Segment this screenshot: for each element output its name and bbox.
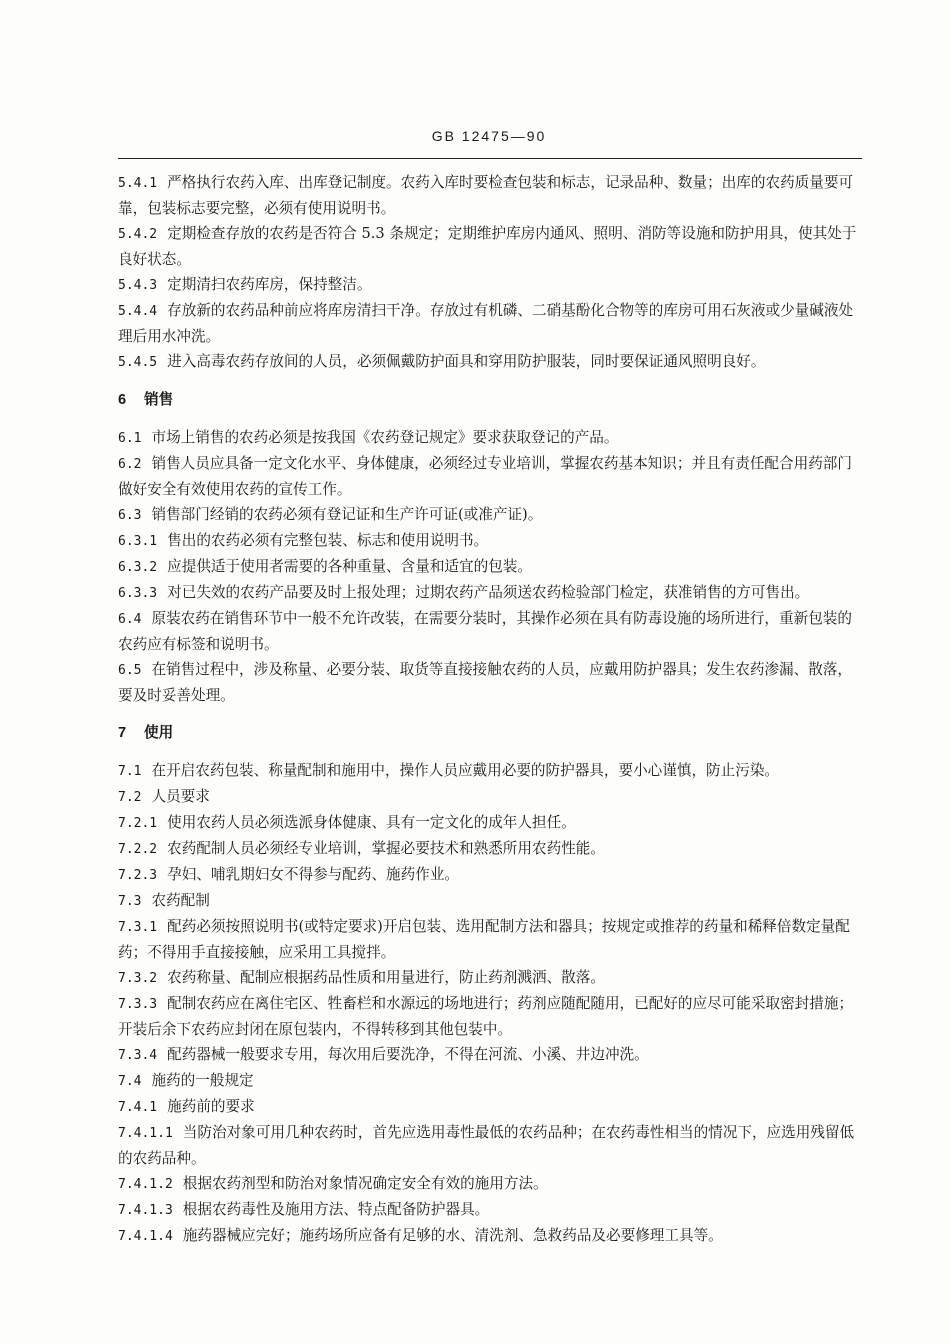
clause-paragraph	[118, 758, 864, 784]
clause-paragraph	[118, 862, 864, 888]
clause-number: 6.3.2	[118, 560, 158, 575]
clause-number: 7.3.4	[118, 1048, 158, 1063]
clause-paragraph	[118, 657, 864, 708]
section-heading	[118, 720, 864, 746]
clause-paragraph	[118, 784, 864, 810]
clause-text: 在销售过程中，涉及称量、必要分装、取货等直接接触农药的人员，应戴用防护器具；发生农药渗漏、散落，要及时妥善处理。	[118, 661, 852, 704]
clause-number: 6.3.1	[118, 534, 158, 549]
clause-number: 5.4.2	[118, 227, 158, 242]
clause-number: 7.4	[118, 1074, 142, 1089]
clause-text: 在开启农药包装、称量配制和施用中，操作人员应戴用必要的防护器具，要小心谨慎，防止污染。	[151, 762, 780, 779]
clause-text: 定期清扫农药库房，保持整洁。	[167, 276, 372, 293]
clause-number: 7.3.1	[118, 920, 158, 935]
clause-paragraph	[118, 1197, 864, 1223]
clause-paragraph	[118, 606, 864, 657]
clause-paragraph	[118, 1068, 864, 1094]
clause-text: 严格执行农药入库、出库登记制度。农药入库时要检查包装和标志，记录品种、数量；出库的农药质量要可靠，包装标志要完整，必须有使用说明书。	[118, 174, 854, 217]
header-rule	[118, 158, 862, 159]
clause-number: 7.4.1.4	[118, 1229, 173, 1244]
clause-text: 当防治对象可用几种农药时，首先应选用毒性最低的农药品种；在农药毒性相当的情况下，应选用残留低的农药品种。	[118, 1124, 855, 1167]
clause-text: 市场上销售的农药必须是按我国《农药登记规定》要求获取登记的产品。	[151, 429, 619, 446]
clause-number: 7.1	[118, 764, 142, 779]
clause-text: 施药前的要求	[167, 1098, 255, 1115]
clause-paragraph	[118, 554, 864, 580]
clause-text: 存放新的农药品种前应将库房清扫干净。存放过有机磷、二硝基酚化合物等的库房可用石灰液或少量碱液处理后用水冲洗。	[118, 302, 854, 345]
clause-paragraph	[118, 810, 864, 836]
clause-text: 销售人员应具备一定文化水平、身体健康，必须经过专业培训，掌握农药基本知识；并且有责任配合用药部门做好安全有效使用农药的宣传工作。	[118, 455, 852, 498]
clause-text: 销售部门经销的农药必须有登记证和生产许可证(或准产证)。	[151, 506, 543, 523]
clause-text: 人员要求	[151, 788, 210, 805]
clause-number: 6.5	[118, 663, 142, 678]
clause-text: 对已失效的农药产品要及时上报处理；过期农药产品须送农药检验部门检定，获准销售的方可售出。	[167, 584, 810, 601]
clause-text: 应提供适于使用者需要的各种重量、含量和适宜的包装。	[167, 558, 532, 575]
clause-paragraph	[118, 914, 864, 965]
clause-number: 5.4.3	[118, 278, 158, 293]
clause-text: 施药的一般规定	[151, 1072, 254, 1089]
clause-text: 配药必须按照说明书(或特定要求)开启包装、选用配制方法和器具；按规定或推荐的药量和稀释倍数定量配药；不得用手直接接触，应采用工具搅拌。	[118, 918, 850, 961]
clause-text: 配药器械一般要求专用，每次用后要洗净，不得在河流、小溪、井边冲洗。	[167, 1046, 649, 1063]
clause-paragraph	[118, 1223, 864, 1249]
clause-text: 定期检查存放的农药是否符合 5.3 条规定；定期维护库房内通风、照明、消防等设施和防护用具，使其处于良好状态。	[118, 225, 857, 268]
clause-number: 5.4.5	[118, 355, 158, 370]
clause-paragraph	[118, 451, 864, 502]
clause-text: 售出的农药必须有完整包装、标志和使用说明书。	[167, 532, 489, 549]
clause-paragraph	[118, 965, 864, 991]
clause-text: 原装农药在销售环节中一般不允许改装，在需要分装时，其操作必须在具有防毒设施的场所进行，重新包装的农药应有标签和说明书。	[118, 610, 852, 653]
clause-number: 7	[118, 725, 127, 741]
clause-text: 农药配制	[151, 892, 210, 909]
clause-number: 6.3.3	[118, 586, 158, 601]
clause-number: 7.2.2	[118, 842, 158, 857]
clause-paragraph	[118, 298, 864, 349]
clause-number: 6.3	[118, 508, 142, 523]
clause-paragraph	[118, 272, 864, 298]
section-heading	[118, 387, 864, 413]
clause-number: 6.2	[118, 457, 142, 472]
clause-number: 6	[118, 392, 127, 408]
clause-number: 7.3.3	[118, 997, 158, 1012]
clause-number: 7.3.2	[118, 971, 158, 986]
clause-number: 7.4.1.2	[118, 1177, 173, 1192]
clause-text: 根据农药剂型和防治对象情况确定安全有效的施用方法。	[182, 1175, 548, 1192]
clause-paragraph	[118, 1094, 864, 1120]
clause-paragraph	[118, 528, 864, 554]
clause-text: 孕妇、哺乳期妇女不得参与配药、施药作业。	[167, 866, 460, 883]
clause-paragraph	[118, 888, 864, 914]
clause-paragraph	[118, 1120, 864, 1171]
clause-number: 6.1	[118, 431, 142, 446]
clause-number: 7.2.1	[118, 816, 158, 831]
clause-number: 7.4.1	[118, 1100, 158, 1115]
page-header	[118, 128, 860, 144]
clause-number: 7.3	[118, 894, 142, 909]
clause-number: 7.2	[118, 790, 142, 805]
clause-paragraph	[118, 836, 864, 862]
clause-paragraph	[118, 1042, 864, 1068]
clause-text: 农药配制人员必须经专业培训，掌握必要技术和熟悉所用农药性能。	[167, 840, 605, 857]
clause-text: 农药称量、配制应根据药品性质和用量进行，防止药剂溅洒、散落。	[167, 969, 605, 986]
document-body	[118, 170, 864, 1249]
clause-paragraph	[118, 170, 864, 221]
clause-number: 7.2.3	[118, 868, 158, 883]
clause-text: 施药器械应完好；施药场所应备有足够的水、清洗剂、急救药品及必要修理工具等。	[182, 1227, 723, 1244]
clause-number: 5.4.1	[118, 176, 158, 191]
clause-number: 5.4.4	[118, 304, 158, 319]
clause-number: 6.4	[118, 612, 142, 627]
clause-paragraph	[118, 991, 864, 1042]
standard-number: GB 12475—90	[431, 128, 547, 144]
clause-text: 根据农药毒性及施用方法、特点配备防护器具。	[182, 1201, 490, 1218]
clause-paragraph	[118, 580, 864, 606]
clause-paragraph	[118, 425, 864, 451]
clause-number: 7.4.1.1	[118, 1126, 173, 1141]
clause-text: 使用	[144, 724, 174, 741]
clause-text: 使用农药人员必须选派身体健康、具有一定文化的成年人担任。	[167, 814, 576, 831]
clause-number: 7.4.1.3	[118, 1203, 173, 1218]
clause-text: 销售	[144, 391, 174, 408]
clause-paragraph	[118, 1171, 864, 1197]
clause-text: 配制农药应在离住宅区、牲畜栏和水源远的场地进行；药剂应随配随用，已配好的应尽可能采取密封措施；开装后余下农药应封闭在原包装内，不得转移到其他包装中。	[118, 995, 854, 1038]
clause-text: 进入高毒农药存放间的人员，必须佩戴防护面具和穿用防护服装，同时要保证通风照明良好。	[167, 353, 766, 370]
clause-paragraph	[118, 502, 864, 528]
clause-paragraph	[118, 221, 864, 272]
clause-paragraph	[118, 349, 864, 375]
